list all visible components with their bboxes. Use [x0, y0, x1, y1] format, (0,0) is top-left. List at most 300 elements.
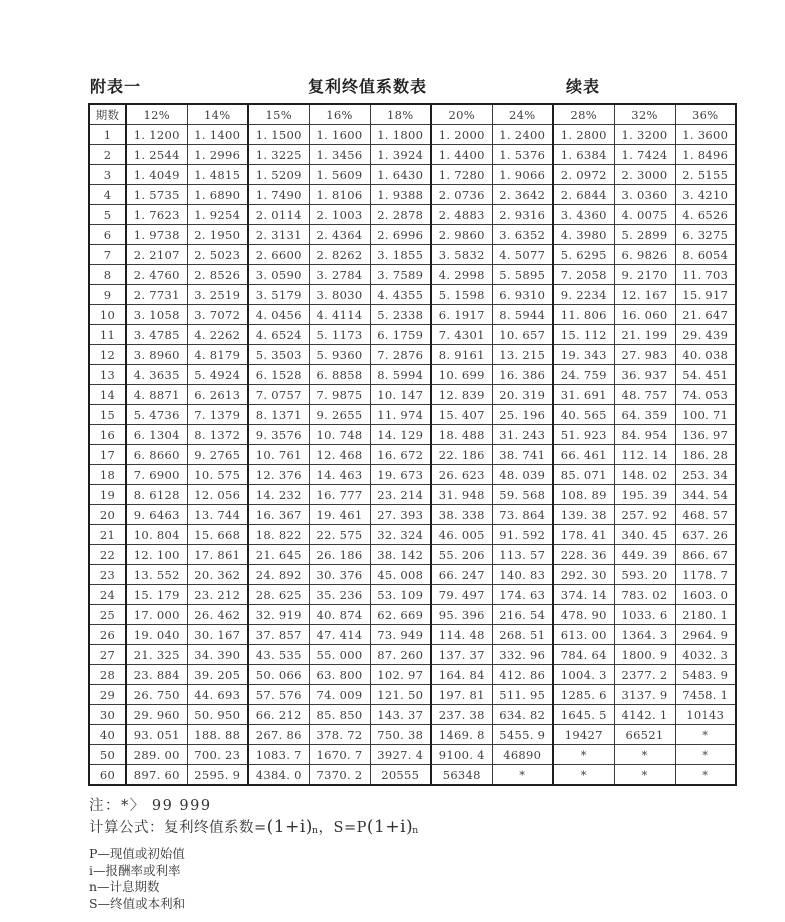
page-title: 复利终值系数表 [308, 77, 428, 96]
table-row [89, 245, 736, 265]
value-cell: 64. 359 [614, 405, 675, 425]
value-cell: 85. 850 [309, 705, 370, 725]
value-cell: 511. 95 [492, 685, 553, 705]
value-cell: 9. 3576 [248, 425, 309, 445]
value-cell: 36. 937 [614, 365, 675, 385]
value-cell: 9. 2234 [553, 285, 614, 305]
value-cell: 46890 [492, 745, 553, 765]
table-row [89, 165, 736, 185]
value-cell: 228. 36 [553, 545, 614, 565]
value-cell: 55. 206 [431, 545, 492, 565]
period-cell: 7 [89, 245, 126, 265]
legend-line-p: P—现值或初始值 [89, 846, 185, 861]
value-cell: 50. 066 [248, 665, 309, 685]
value-cell: 5. 3503 [248, 345, 309, 365]
table-row [89, 185, 736, 205]
value-cell: 20. 319 [492, 385, 553, 405]
value-cell: 1. 3600 [675, 125, 736, 145]
value-cell: 15. 917 [675, 285, 736, 305]
value-cell: 44. 693 [187, 685, 248, 705]
value-cell: 12. 167 [614, 285, 675, 305]
value-cell: 478. 90 [553, 605, 614, 625]
value-cell: 1178. 7 [675, 565, 736, 585]
value-cell: 16. 060 [614, 305, 675, 325]
value-cell: 4. 2262 [187, 325, 248, 345]
value-cell: 15. 179 [126, 585, 187, 605]
value-cell: 16. 672 [370, 445, 431, 465]
value-cell: 268. 51 [492, 625, 553, 645]
value-cell: 1. 4049 [126, 165, 187, 185]
value-cell: 3137. 9 [614, 685, 675, 705]
period-cell: 5 [89, 205, 126, 225]
value-cell: 37. 857 [248, 625, 309, 645]
value-cell: 1. 8106 [309, 185, 370, 205]
value-cell: 21. 645 [248, 545, 309, 565]
value-cell: 121. 50 [370, 685, 431, 705]
value-cell: 7. 6900 [126, 465, 187, 485]
value-cell: 9. 2765 [187, 445, 248, 465]
value-cell: 21. 325 [126, 645, 187, 665]
period-cell: 28 [89, 665, 126, 685]
period-cell: 25 [89, 605, 126, 625]
value-cell: 2. 5155 [675, 165, 736, 185]
value-cell: 12. 056 [187, 485, 248, 505]
value-cell: 188. 88 [187, 725, 248, 745]
period-cell: 29 [89, 685, 126, 705]
value-cell: 7370. 2 [309, 765, 370, 786]
table-row [89, 205, 736, 225]
value-cell: 40. 565 [553, 405, 614, 425]
value-cell: 112. 14 [614, 445, 675, 465]
value-cell: 340. 45 [614, 525, 675, 545]
value-cell: 4384. 0 [248, 765, 309, 786]
value-cell: 1. 1600 [309, 125, 370, 145]
value-cell: 102. 97 [370, 665, 431, 685]
value-cell: 23. 214 [370, 485, 431, 505]
period-cell: 15 [89, 405, 126, 425]
value-cell: 344. 54 [675, 485, 736, 505]
value-cell: 19. 673 [370, 465, 431, 485]
value-cell: 197. 81 [431, 685, 492, 705]
value-cell: 1603. 0 [675, 585, 736, 605]
value-cell: 53. 109 [370, 585, 431, 605]
value-cell: 50. 950 [187, 705, 248, 725]
value-cell: 48. 039 [492, 465, 553, 485]
value-cell: 100. 71 [675, 405, 736, 425]
value-cell: 26. 186 [309, 545, 370, 565]
value-cell: 21. 647 [675, 305, 736, 325]
value-cell: 4. 6524 [248, 325, 309, 345]
period-cell: 18 [89, 465, 126, 485]
value-cell: 2. 3642 [492, 185, 553, 205]
value-cell: 1. 9738 [126, 225, 187, 245]
value-cell: 783. 02 [614, 585, 675, 605]
value-cell: 2377. 2 [614, 665, 675, 685]
table-row [89, 545, 736, 565]
value-cell: 2. 8262 [309, 245, 370, 265]
table-row [89, 485, 736, 505]
value-cell: 15. 407 [431, 405, 492, 425]
value-cell: 7. 4301 [431, 325, 492, 345]
value-cell: 5. 4924 [187, 365, 248, 385]
formula-exponent-1: n [311, 825, 319, 836]
value-cell: 3. 5832 [431, 245, 492, 265]
value-cell: * [492, 765, 553, 786]
value-cell: 54. 451 [675, 365, 736, 385]
value-cell: 3. 0590 [248, 265, 309, 285]
value-cell: 164. 84 [431, 665, 492, 685]
value-cell: 2. 4883 [431, 205, 492, 225]
value-cell: 700. 23 [187, 745, 248, 765]
value-cell: 32. 919 [248, 605, 309, 625]
period-cell: 3 [89, 165, 126, 185]
value-cell: 10. 804 [126, 525, 187, 545]
formula-exponent-2: n [412, 825, 419, 836]
value-cell: 84. 954 [614, 425, 675, 445]
value-cell: 26. 623 [431, 465, 492, 485]
value-cell: 3. 4210 [675, 185, 736, 205]
value-cell: 1. 6384 [553, 145, 614, 165]
value-cell: 73. 864 [492, 505, 553, 525]
value-cell: 6. 1304 [126, 425, 187, 445]
value-cell: 4142. 1 [614, 705, 675, 725]
value-cell: 750. 38 [370, 725, 431, 745]
period-cell: 16 [89, 425, 126, 445]
rate-header: 14% [187, 104, 248, 125]
value-cell: 66. 247 [431, 565, 492, 585]
period-cell: 17 [89, 445, 126, 465]
value-cell: 10. 748 [309, 425, 370, 445]
value-cell: 7. 2058 [553, 265, 614, 285]
value-cell: 3. 7072 [187, 305, 248, 325]
value-cell: 5455. 9 [492, 725, 553, 745]
table-row [89, 445, 736, 465]
period-cell: 14 [89, 385, 126, 405]
value-cell: 14. 129 [370, 425, 431, 445]
period-cell: 27 [89, 645, 126, 665]
value-cell: 897. 60 [126, 765, 187, 786]
legend-line-n: n—计息期数 [89, 879, 160, 894]
value-cell: * [553, 765, 614, 786]
value-cell: 8. 1371 [248, 405, 309, 425]
value-cell: 5483. 9 [675, 665, 736, 685]
value-cell: 3. 8030 [309, 285, 370, 305]
legend-line-s: S—终值或本利和 [89, 895, 186, 911]
value-cell: 148. 02 [614, 465, 675, 485]
value-cell: 16. 386 [492, 365, 553, 385]
value-cell: 6. 3275 [675, 225, 736, 245]
value-cell: 1004. 3 [553, 665, 614, 685]
value-cell: 39. 205 [187, 665, 248, 685]
value-cell: 85. 071 [553, 465, 614, 485]
value-cell: 63. 800 [309, 665, 370, 685]
value-cell: 1. 4400 [431, 145, 492, 165]
value-cell: 10. 761 [248, 445, 309, 465]
value-cell: 1. 7623 [126, 205, 187, 225]
value-cell: 17. 000 [126, 605, 187, 625]
value-cell: 1. 3456 [309, 145, 370, 165]
value-cell: 62. 669 [370, 605, 431, 625]
value-cell: 6. 9826 [614, 245, 675, 265]
value-cell: 2. 6996 [370, 225, 431, 245]
table-row [89, 705, 736, 725]
value-cell: 3. 1058 [126, 305, 187, 325]
value-cell: * [675, 765, 736, 786]
value-cell: 19427 [553, 725, 614, 745]
value-cell: 1. 5735 [126, 185, 187, 205]
period-cell: 40 [89, 725, 126, 745]
value-cell: 7. 0757 [248, 385, 309, 405]
value-cell: 18. 822 [248, 525, 309, 545]
value-cell: 4. 0075 [614, 205, 675, 225]
value-cell: 10. 147 [370, 385, 431, 405]
value-cell: 4. 6526 [675, 205, 736, 225]
rate-header: 16% [309, 104, 370, 125]
value-cell: 1. 3200 [614, 125, 675, 145]
value-cell: 2. 2107 [126, 245, 187, 265]
value-cell: 140. 83 [492, 565, 553, 585]
value-cell: 8. 6054 [675, 245, 736, 265]
value-cell: 1. 4815 [187, 165, 248, 185]
period-cell: 19 [89, 485, 126, 505]
value-cell: 186. 28 [675, 445, 736, 465]
value-cell: 195. 39 [614, 485, 675, 505]
value-cell: 56348 [431, 765, 492, 786]
value-cell: 22. 186 [431, 445, 492, 465]
value-cell: 30. 167 [187, 625, 248, 645]
value-cell: 11. 974 [370, 405, 431, 425]
value-cell: 14. 232 [248, 485, 309, 505]
value-cell: 374. 14 [553, 585, 614, 605]
value-cell: 11. 703 [675, 265, 736, 285]
period-cell: 21 [89, 525, 126, 545]
value-cell: 6. 2613 [187, 385, 248, 405]
value-cell: 1. 3225 [248, 145, 309, 165]
value-cell: 139. 38 [553, 505, 614, 525]
value-cell: 1. 1400 [187, 125, 248, 145]
value-cell: 2. 9860 [431, 225, 492, 245]
value-cell: 20555 [370, 765, 431, 786]
formula-base-1: (1+i) [266, 817, 313, 837]
value-cell: 16. 367 [248, 505, 309, 525]
value-cell: 1. 1500 [248, 125, 309, 145]
value-cell: 4032. 3 [675, 645, 736, 665]
value-cell: 46. 005 [431, 525, 492, 545]
value-cell: 593. 20 [614, 565, 675, 585]
table-row [89, 745, 736, 765]
table-row [89, 605, 736, 625]
factor-table [88, 103, 737, 786]
value-cell: 22. 575 [309, 525, 370, 545]
value-cell: 24. 892 [248, 565, 309, 585]
value-cell: 3. 0360 [614, 185, 675, 205]
table-row [89, 465, 736, 485]
value-cell: 6. 1759 [370, 325, 431, 345]
value-cell: 2. 0972 [553, 165, 614, 185]
period-cell: 4 [89, 185, 126, 205]
period-cell: 50 [89, 745, 126, 765]
value-cell: 114. 48 [431, 625, 492, 645]
value-cell: 10. 657 [492, 325, 553, 345]
period-cell: 24 [89, 585, 126, 605]
value-cell: 449. 39 [614, 545, 675, 565]
value-cell: 5. 1173 [309, 325, 370, 345]
value-cell: 1. 6890 [187, 185, 248, 205]
value-cell: 1. 2400 [492, 125, 553, 145]
value-cell: 13. 552 [126, 565, 187, 585]
value-cell: 12. 376 [248, 465, 309, 485]
value-cell: 8. 6128 [126, 485, 187, 505]
period-cell: 22 [89, 545, 126, 565]
header-row [89, 104, 736, 125]
value-cell: 1. 6430 [370, 165, 431, 185]
formula-base-2: (1+i) [366, 817, 414, 837]
table-row [89, 285, 736, 305]
value-cell: 1. 5609 [309, 165, 370, 185]
value-cell: 3. 4785 [126, 325, 187, 345]
rate-header: 36% [675, 104, 736, 125]
value-cell: * [614, 765, 675, 786]
table-row [89, 685, 736, 705]
value-cell: 174. 63 [492, 585, 553, 605]
value-cell: 634. 82 [492, 705, 553, 725]
value-cell: 2. 7731 [126, 285, 187, 305]
value-cell: 5. 9360 [309, 345, 370, 365]
value-cell: 1. 2800 [553, 125, 614, 145]
value-cell: 3. 2784 [309, 265, 370, 285]
value-cell: 2. 6844 [553, 185, 614, 205]
value-cell: 9. 2655 [309, 405, 370, 425]
value-cell: 253. 34 [675, 465, 736, 485]
value-cell: 1. 9388 [370, 185, 431, 205]
value-cell: 4. 2998 [431, 265, 492, 285]
value-cell: 18. 488 [431, 425, 492, 445]
value-cell: 21. 199 [614, 325, 675, 345]
table-row [89, 765, 736, 786]
value-cell: 48. 757 [614, 385, 675, 405]
value-cell: 8. 5994 [370, 365, 431, 385]
value-cell: 1364. 3 [614, 625, 675, 645]
value-cell: 5. 6295 [553, 245, 614, 265]
rate-header: 24% [492, 104, 553, 125]
value-cell: 87. 260 [370, 645, 431, 665]
period-header: 期数 [89, 104, 126, 125]
value-cell: 2. 1950 [187, 225, 248, 245]
value-cell: 7458. 1 [675, 685, 736, 705]
value-cell: 3. 4360 [553, 205, 614, 225]
value-cell: 23. 884 [126, 665, 187, 685]
value-cell: 2595. 9 [187, 765, 248, 786]
value-cell: 3. 6352 [492, 225, 553, 245]
value-cell: 108. 89 [553, 485, 614, 505]
value-cell: 91. 592 [492, 525, 553, 545]
table-row [89, 125, 736, 145]
table-row [89, 145, 736, 165]
value-cell: 3. 1855 [370, 245, 431, 265]
value-cell: 38. 142 [370, 545, 431, 565]
table-row [89, 725, 736, 745]
table-row [89, 225, 736, 245]
value-cell: 637. 26 [675, 525, 736, 545]
value-cell: 74. 009 [309, 685, 370, 705]
value-cell: 7. 9875 [309, 385, 370, 405]
table-row [89, 425, 736, 445]
table-header [89, 104, 736, 125]
value-cell: 47. 414 [309, 625, 370, 645]
value-cell: 2. 4364 [309, 225, 370, 245]
value-cell: 27. 983 [614, 345, 675, 365]
value-cell: 1. 9066 [492, 165, 553, 185]
value-cell: 66521 [614, 725, 675, 745]
value-cell: 2. 8526 [187, 265, 248, 285]
value-cell: 4. 4114 [309, 305, 370, 325]
table-row [89, 265, 736, 285]
rate-header: 32% [614, 104, 675, 125]
value-cell: 1. 2000 [431, 125, 492, 145]
value-cell: 4. 0456 [248, 305, 309, 325]
value-cell: 1670. 7 [309, 745, 370, 765]
value-cell: 38. 741 [492, 445, 553, 465]
value-cell: 1. 5376 [492, 145, 553, 165]
value-cell: 57. 576 [248, 685, 309, 705]
formula-line [89, 816, 419, 837]
value-cell: 7. 1379 [187, 405, 248, 425]
period-cell: 9 [89, 285, 126, 305]
value-cell: 59. 568 [492, 485, 553, 505]
value-cell: 1. 2996 [187, 145, 248, 165]
table-row [89, 305, 736, 325]
value-cell: 6. 1917 [431, 305, 492, 325]
value-cell: 19. 343 [553, 345, 614, 365]
value-cell: 2180. 1 [675, 605, 736, 625]
value-cell: 8. 9161 [431, 345, 492, 365]
value-cell: 51. 923 [553, 425, 614, 445]
value-cell: 237. 38 [431, 705, 492, 725]
rate-header: 12% [126, 104, 187, 125]
period-cell: 26 [89, 625, 126, 645]
value-cell: 40. 038 [675, 345, 736, 365]
value-cell: 34. 390 [187, 645, 248, 665]
table-row [89, 625, 736, 645]
value-cell: 40. 874 [309, 605, 370, 625]
period-cell: 12 [89, 345, 126, 365]
value-cell: 6. 8858 [309, 365, 370, 385]
value-cell: 30. 376 [309, 565, 370, 585]
value-cell: 1469. 8 [431, 725, 492, 745]
value-cell: 7. 2876 [370, 345, 431, 365]
value-cell: 55. 000 [309, 645, 370, 665]
value-cell: 31. 691 [553, 385, 614, 405]
value-cell: 28. 625 [248, 585, 309, 605]
formula-middle: ，S=P [318, 820, 367, 836]
value-cell: 1033. 6 [614, 605, 675, 625]
value-cell: 4. 3980 [553, 225, 614, 245]
value-cell: 23. 212 [187, 585, 248, 605]
table-row [89, 405, 736, 425]
value-cell: 1. 1800 [370, 125, 431, 145]
value-cell: 13. 744 [187, 505, 248, 525]
value-cell: 1800. 9 [614, 645, 675, 665]
value-cell: 3. 2519 [187, 285, 248, 305]
table-row [89, 325, 736, 345]
value-cell: 15. 112 [553, 325, 614, 345]
table-row [89, 585, 736, 605]
value-cell: 9. 6463 [126, 505, 187, 525]
value-cell: 1. 3924 [370, 145, 431, 165]
value-cell: 136. 97 [675, 425, 736, 445]
rate-header: 15% [248, 104, 309, 125]
value-cell: 378. 72 [309, 725, 370, 745]
